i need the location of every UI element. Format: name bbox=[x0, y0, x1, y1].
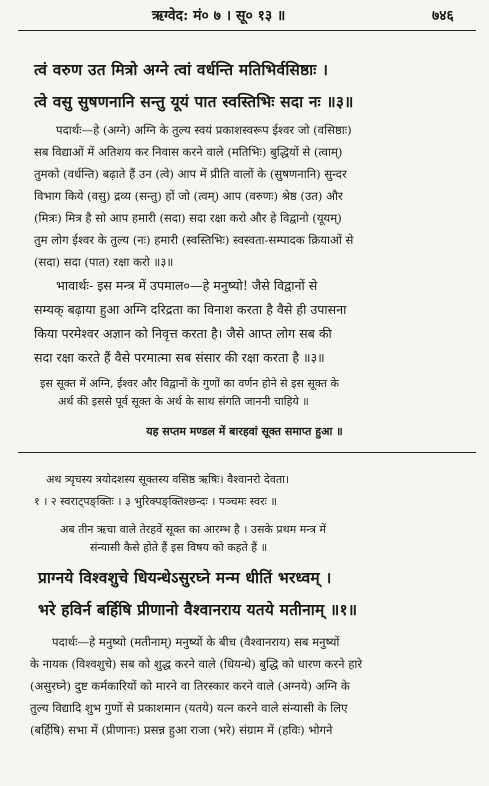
padartha-line: के नायक (विश्वशुचे) सब को शुद्ध करने वाले (धियन्धे) बुद्धि को धारण करने हारे bbox=[30, 657, 363, 671]
bhavartha-line: भावार्थः- इस मन्त्र में उपमाल०—हे मनुष्यो! जैसे विद्वानों से bbox=[56, 278, 318, 293]
intro-line: संन्यासी कैसे होते हैं इस विषय को कहते हैं ॥ bbox=[90, 541, 268, 554]
sukta-closing-line: यह सप्तम मण्डल में बारहवां सूक्त समाप्त हुआ ॥ bbox=[146, 425, 343, 438]
padartha-line: पदार्थः—हे (अग्ने) अग्नि के तुल्य स्वयं प्रकाशस्वरूप ईश्वर जो (वसिष्ठाः) bbox=[56, 123, 352, 137]
padartha-line: तुल्य विद्यादि शुभ गुणों से प्रकाशमान (यतये) यत्न करने वाले संन्यासी के लिए bbox=[30, 701, 348, 715]
intro-line: अब तीन ऋचा वाले तेरहवें सूक्त का आरम्भ है । उसके प्रथम मन्त्र में bbox=[60, 523, 326, 536]
padartha-line: तुमको (वर्धन्ति) बढ़ाते हैं उन (त्वे) आप में प्रीति वालों के (सुषणनानि) सुन्दर bbox=[34, 167, 347, 181]
padartha-line: तुम लोग ईश्वर के तुल्य (नः) हमारी (स्वस्तिभिः) स्वस्वता-सम्पादक क्रियाओं से bbox=[34, 233, 354, 247]
bhavartha-line: किया परमेश्वर अज्ञान को निवृत्त करता है। जैसे आप्त लोग सब की bbox=[34, 326, 332, 341]
header-rule bbox=[18, 30, 476, 31]
page-number: ७४६ bbox=[432, 8, 454, 24]
padartha-line: पदार्थः—हे मनुष्यो (मतीनाम्) मनुष्यों के बीच (वैश्वानराय) सब मनुष्यों bbox=[52, 635, 340, 649]
mantra-line-2: त्वे वसु सुषणनानि सन्तु यूयं पात स्वस्तिभिः सदा नः ॥३॥ bbox=[34, 92, 354, 111]
chhanda-line: १ । २ स्वराट्पङ्क्तिः । ३ भुरिक्पङ्क्तिश्छन्दः । पञ्चमः स्वरः ॥ bbox=[34, 495, 277, 508]
padartha-line: (सदा) सदा (पात) रक्षा करो ॥३॥ bbox=[34, 255, 174, 269]
running-header: ऋग्वेद: मं० ७ । सू० १३ ॥ bbox=[152, 8, 286, 24]
padartha-line: (असुरघ्ने) दुष्ट कर्मकारियों को मारने वा तिरस्कार करने वाले (अग्नये) अग्नि के bbox=[30, 679, 350, 693]
bhavartha-line: सम्यक् बढ़ाया हुआ अग्नि दरिद्रता का विनाश करता है वैसे ही उपासना bbox=[34, 302, 347, 317]
sukta-heading: अथ त्र्यृचस्य त्रयोदशस्य सूक्तस्य वसिष्ठ ऋषिः। वैश्वानरो देवता। bbox=[46, 473, 290, 486]
padartha-line: विभाग किये (वसु) द्रव्य (सन्तु) हों जो (त्वम्) आप (वरुणः) श्रेष्ठ (उत) और bbox=[34, 189, 343, 203]
mantra-line-1: त्वं वरुण उत मित्रो अग्ने त्वां वर्धन्ति मतिभिर्वसिष्ठाः । bbox=[34, 60, 329, 79]
summary-line: अर्थ की इससे पूर्व सूक्त के अर्थ के साथ संगति जाननी चाहिये ॥ bbox=[58, 395, 309, 408]
summary-line: इस सूक्त में अग्नि, ईश्वर और विद्वानों के गुणों का वर्णन होने से इस सूक्त के bbox=[40, 377, 339, 390]
mantra2-line-2: भरे हविर्न बर्हिषि प्रीणानो वैश्वानराय यतये मतीनाम् ॥१॥ bbox=[38, 600, 358, 619]
padartha-line: (बर्हिषि) सभा में (प्रीणानः) प्रसन्न हुआ राजा (भरे) संग्राम में (हविः) भोगने bbox=[30, 723, 333, 737]
mantra2-line-1: प्राग्नये विश्वशुचे धियन्धेऽसुरघ्ने मन्म धीतिं भरध्वम् । bbox=[38, 568, 332, 587]
padartha-line: सब विद्याओं में अतिशय कर निवास करने वाले (मतिभिः) बुद्धियों से (त्वाम्) bbox=[34, 145, 343, 159]
padartha-line: (मित्रः) मित्र है सो आप हमारी (सदा) सदा रक्षा करो और हे विद्वानो (यूयम्) bbox=[34, 211, 342, 225]
bhavartha-line: सदा रक्षा करते हैं वैसे परमात्मा सब संसार की रक्षा करता है ॥३॥ bbox=[34, 350, 325, 365]
section-rule bbox=[18, 452, 476, 453]
